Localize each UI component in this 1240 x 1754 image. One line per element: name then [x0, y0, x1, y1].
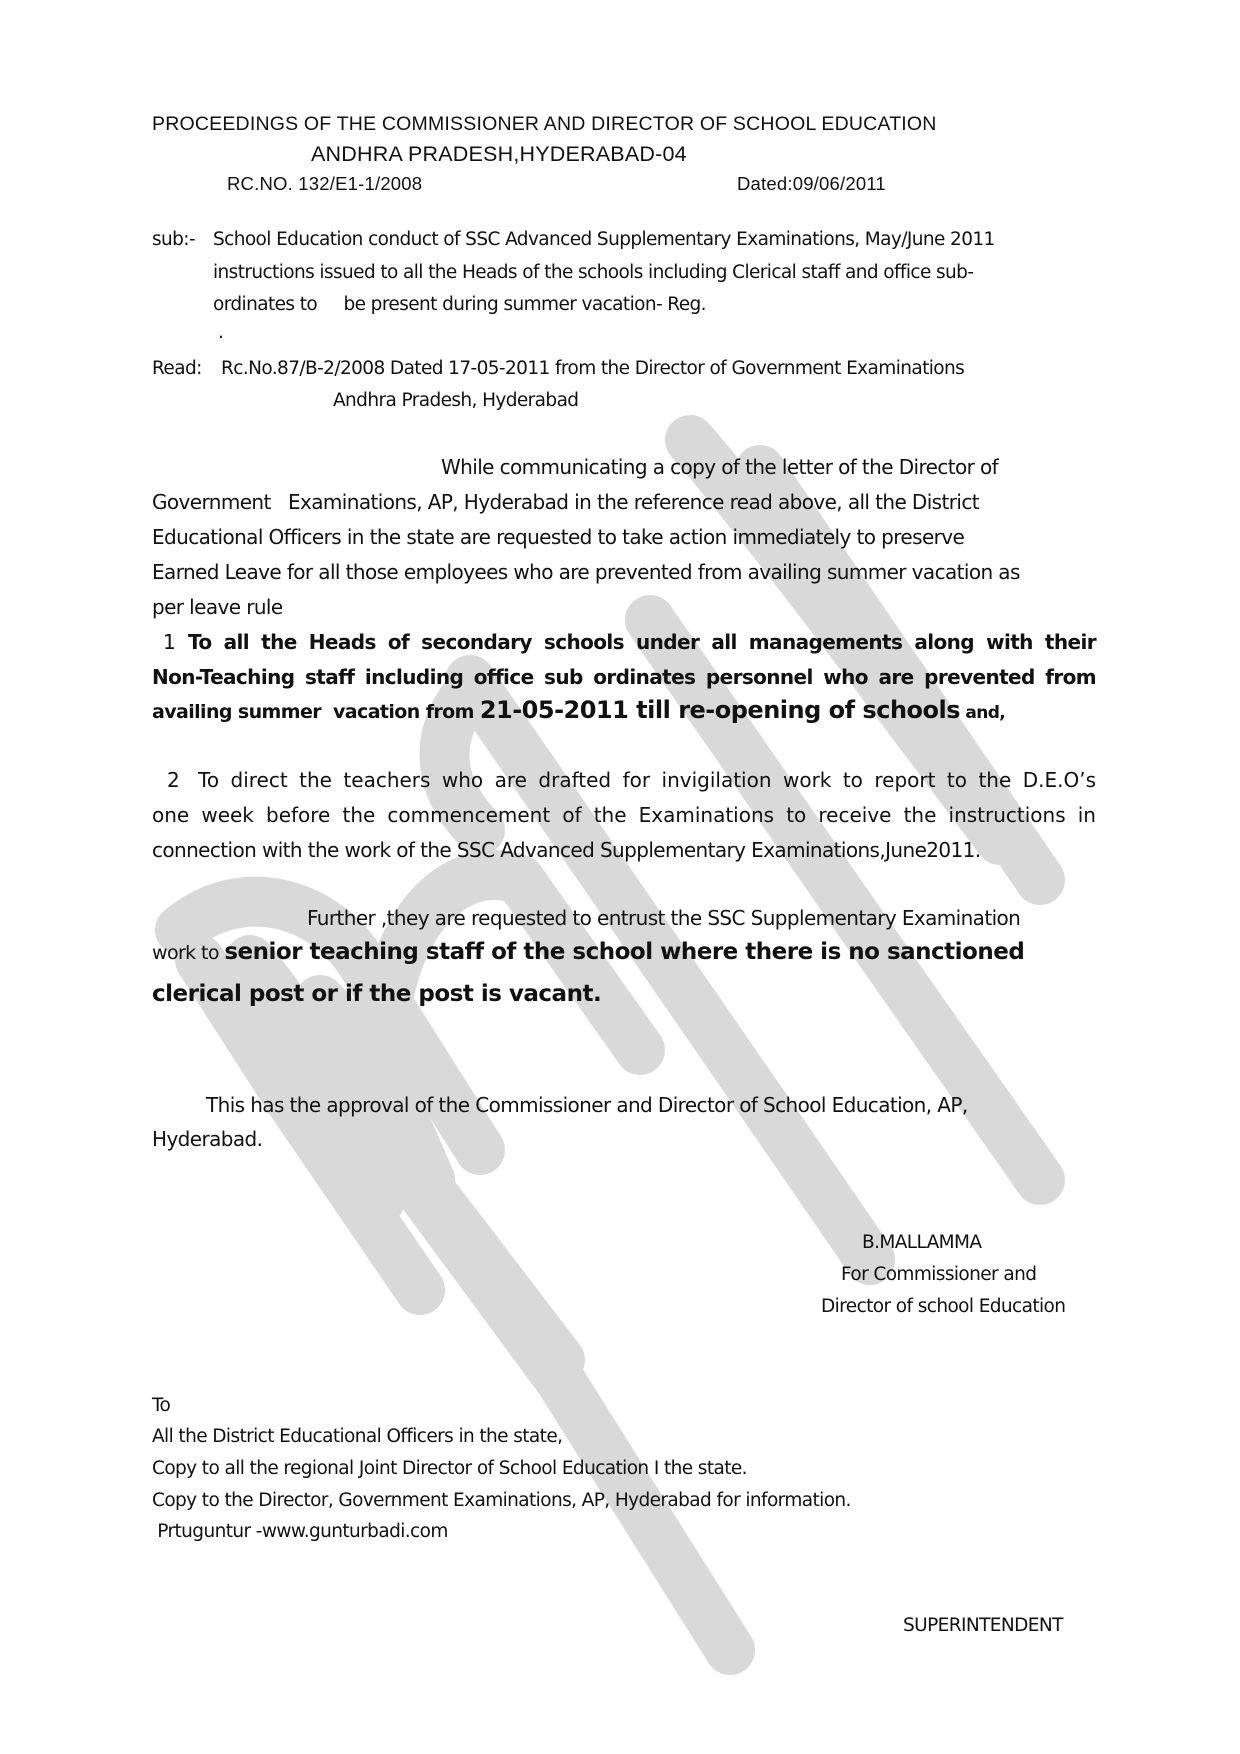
intro-line: per leave rule	[152, 595, 283, 619]
point1-line: To all the Heads of secondary schools under all managements along with their	[188, 630, 1096, 654]
signatory-name: B.MALLAMMA	[862, 1232, 982, 1253]
point-number: 1	[163, 630, 176, 654]
intro-line: Earned Leave for all those employees who are prevented from availing summer vacation as	[152, 560, 1020, 584]
signatory-designation: Director of school Education	[821, 1296, 1066, 1317]
intro-line: Government Examinations, AP, Hyderabad in the reference read above, all the District	[152, 490, 979, 514]
distribution-line: Copy to all the regional Joint Director of School Education I the state.	[152, 1458, 747, 1479]
subject-line: ordinates to be present during summer vacation- Reg.	[213, 294, 706, 315]
further-emphasis-line: clerical post or if the post is vacant.	[152, 981, 602, 1007]
to-label: To	[152, 1395, 171, 1416]
reference-line: Andhra Pradesh, Hyderabad	[333, 390, 579, 411]
further-text: work to	[152, 942, 225, 964]
point1-tail: and,	[960, 703, 1006, 723]
subject-label: sub:-	[152, 229, 196, 250]
point2-line: one week before the commencement of the Examinations to receive the instructions in	[152, 803, 1096, 827]
reference-line: Rc.No.87/B-2/2008 Dated 17-05-2011 from the Director of Government Examinations	[221, 358, 965, 379]
further-emphasis: senior teaching staff of the school where there is no sanctioned	[224, 939, 1025, 965]
signatory-designation: For Commissioner and	[841, 1264, 1037, 1285]
further-line: Further ,they are requested to entrust the SSC Supplementary Examination	[307, 906, 1021, 930]
subject-line: instructions issued to all the Heads of the schools including Clerical staff and office sub-	[213, 262, 974, 283]
point1-dates-emphasis: 21-05-2011 till re-opening of schools	[479, 696, 961, 724]
point1-line-3	[152, 696, 1005, 724]
rc-number: RC.NO. 132/E1-1/2008	[227, 173, 423, 194]
proceedings-title: PROCEEDINGS OF THE COMMISSIONER AND DIRECTOR OF SCHOOL EDUCATION	[152, 113, 937, 135]
distribution-line: All the District Educational Officers in the state,	[152, 1426, 563, 1447]
approval-line: Hyderabad.	[152, 1127, 263, 1151]
subject-line: School Education conduct of SSC Advanced Supplementary Examinations, May/June 2011	[213, 229, 995, 250]
superintendent-label: SUPERINTENDENT	[903, 1615, 1063, 1636]
point2-line: connection with the work of the SSC Advanced Supplementary Examinations,June2011.	[152, 838, 981, 862]
approval-line: This has the approval of the Commissioner and Director of School Education, AP,	[206, 1093, 968, 1117]
point2-line: To direct the teachers who are drafted for invigilation work to report to the D.E.O’s	[198, 768, 1096, 792]
source-link[interactable]: Prtuguntur -www.gunturbadi.com	[152, 1521, 448, 1542]
reference-label: Read:	[152, 358, 202, 379]
office-location: ANDHRA PRADESH,HYDERABAD-04	[311, 142, 687, 166]
dated: Dated:09/06/2011	[737, 173, 886, 194]
subject-dot: .	[218, 322, 224, 343]
distribution-line: Copy to the Director, Government Examinations, AP, Hyderabad for information.	[152, 1490, 851, 1511]
point1-line: Non-Teaching staff including office sub ordinates personnel who are prevented from	[152, 665, 1096, 689]
further-line-2	[152, 939, 1024, 965]
intro-line: Educational Officers in the state are requested to take action immediately to preserve	[152, 525, 965, 549]
point1-text: availing summer vacation from	[152, 701, 480, 723]
point-number: 2	[167, 768, 180, 792]
intro-line: While communicating a copy of the letter of the Director of	[441, 455, 999, 479]
